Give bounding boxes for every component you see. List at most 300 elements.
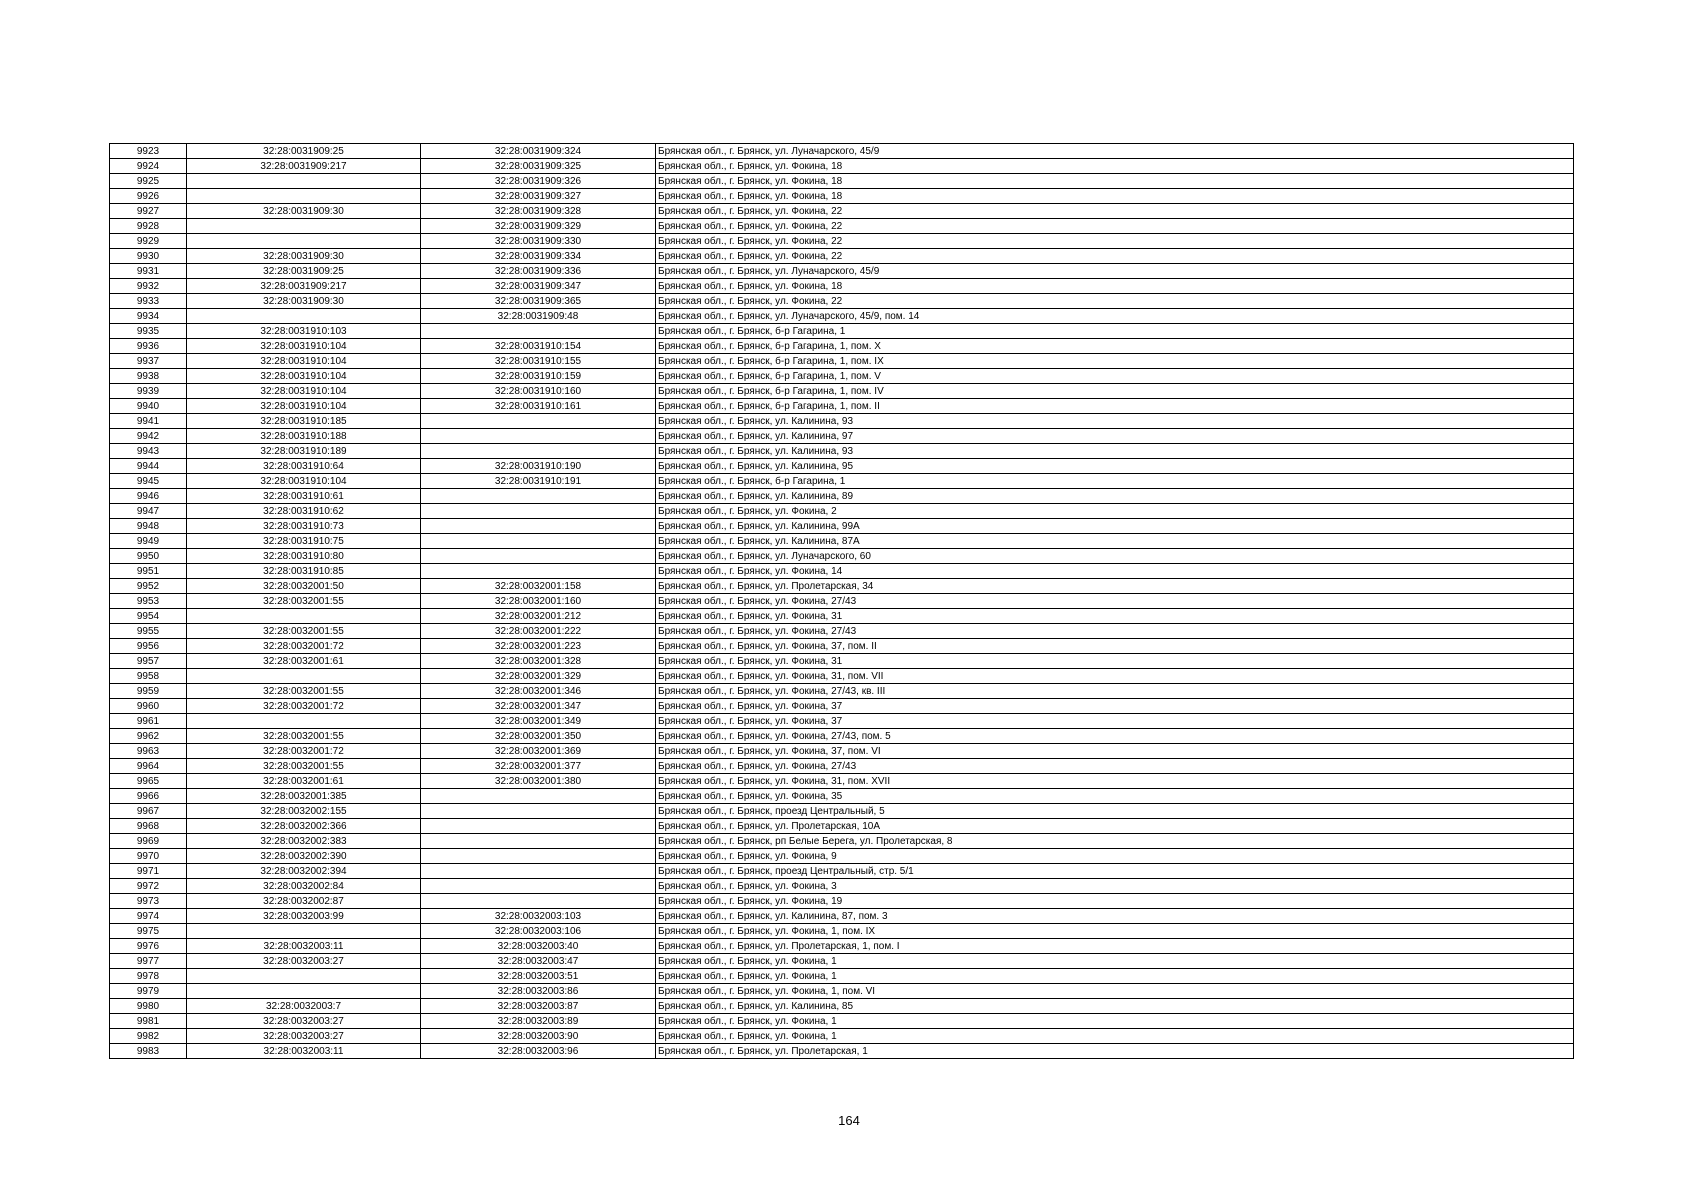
row-number-cell: 9970: [110, 849, 187, 864]
address-cell: Брянская обл., г. Брянск, ул. Пролетарская, 1, пом. I: [656, 939, 1574, 954]
address-cell: Брянская обл., г. Брянск, б-р Гагарина, 1: [656, 324, 1574, 339]
cadastral-number-cell: [421, 429, 656, 444]
address-cell: Брянская обл., г. Брянск, ул. Фокина, 19: [656, 894, 1574, 909]
row-number-cell: 9935: [110, 324, 187, 339]
cadastral-number-cell: 32:28:0031909:325: [421, 159, 656, 174]
row-number-cell: 9952: [110, 579, 187, 594]
row-number-cell: 9972: [110, 879, 187, 894]
address-cell: Брянская обл., г. Брянск, ул. Калинина, 97: [656, 429, 1574, 444]
address-cell: Брянская обл., г. Брянск, ул. Пролетарская, 1: [656, 1044, 1574, 1059]
row-number-cell: 9982: [110, 1029, 187, 1044]
cadastral-number-cell: 32:28:0032001:369: [421, 744, 656, 759]
address-cell: Брянская обл., г. Брянск, ул. Фокина, 27/43, пом. 5: [656, 729, 1574, 744]
address-cell: Брянская обл., г. Брянск, б-р Гагарина, 1, пом. IX: [656, 354, 1574, 369]
address-cell: Брянская обл., г. Брянск, ул. Фокина, 22: [656, 219, 1574, 234]
cadastral-number-cell: 32:28:0032001:223: [421, 639, 656, 654]
address-cell: Брянская обл., г. Брянск, ул. Фокина, 37: [656, 714, 1574, 729]
table-row: [110, 489, 1574, 504]
table-row: [110, 234, 1574, 249]
cadastral-number-cell: [421, 414, 656, 429]
parent-cadastral-number-cell: 32:28:0032001:61: [187, 654, 421, 669]
row-number-cell: 9950: [110, 549, 187, 564]
address-cell: Брянская обл., г. Брянск, ул. Фокина, 31, пом. XVII: [656, 774, 1574, 789]
parent-cadastral-number-cell: 32:28:0032002:84: [187, 879, 421, 894]
parent-cadastral-number-cell: 32:28:0032001:55: [187, 594, 421, 609]
cadastral-number-cell: 32:28:0032001:380: [421, 774, 656, 789]
parent-cadastral-number-cell: [187, 669, 421, 684]
table-row: [110, 729, 1574, 744]
row-number-cell: 9938: [110, 369, 187, 384]
row-number-cell: 9951: [110, 564, 187, 579]
table-row: [110, 504, 1574, 519]
row-number-cell: 9968: [110, 819, 187, 834]
address-cell: Брянская обл., г. Брянск, ул. Фокина, 31, пом. VII: [656, 669, 1574, 684]
cadastral-number-cell: 32:28:0032001:346: [421, 684, 656, 699]
parent-cadastral-number-cell: 32:28:0032001:50: [187, 579, 421, 594]
table-row: [110, 654, 1574, 669]
row-number-cell: 9947: [110, 504, 187, 519]
parent-cadastral-number-cell: 32:28:0031910:85: [187, 564, 421, 579]
address-cell: Брянская обл., г. Брянск, ул. Фокина, 35: [656, 789, 1574, 804]
parent-cadastral-number-cell: 32:28:0032001:55: [187, 684, 421, 699]
cadastral-number-cell: 32:28:0032001:347: [421, 699, 656, 714]
table-row: [110, 894, 1574, 909]
cadastral-number-cell: 32:28:0032001:350: [421, 729, 656, 744]
row-number-cell: 9928: [110, 219, 187, 234]
table-row: [110, 264, 1574, 279]
cadastral-number-cell: 32:28:0032003:47: [421, 954, 656, 969]
address-cell: Брянская обл., г. Брянск, ул. Фокина, 9: [656, 849, 1574, 864]
cadastral-number-cell: 32:28:0032003:51: [421, 969, 656, 984]
parent-cadastral-number-cell: 32:28:0032002:394: [187, 864, 421, 879]
row-number-cell: 9960: [110, 699, 187, 714]
row-number-cell: 9976: [110, 939, 187, 954]
parent-cadastral-number-cell: 32:28:0032003:11: [187, 1044, 421, 1059]
row-number-cell: 9930: [110, 249, 187, 264]
table-row: [110, 144, 1574, 159]
table-row: [110, 219, 1574, 234]
parent-cadastral-number-cell: 32:28:0032001:385: [187, 789, 421, 804]
parent-cadastral-number-cell: 32:28:0032003:27: [187, 1014, 421, 1029]
row-number-cell: 9949: [110, 534, 187, 549]
parent-cadastral-number-cell: 32:28:0032002:155: [187, 804, 421, 819]
row-number-cell: 9924: [110, 159, 187, 174]
address-cell: Брянская обл., г. Брянск, ул. Луначарского, 45/9, пом. 14: [656, 309, 1574, 324]
table-row: [110, 984, 1574, 999]
table-row: [110, 1029, 1574, 1044]
cadastral-number-cell: 32:28:0031909:326: [421, 174, 656, 189]
row-number-cell: 9956: [110, 639, 187, 654]
address-cell: Брянская обл., г. Брянск, ул. Фокина, 22: [656, 234, 1574, 249]
table-row: [110, 939, 1574, 954]
row-number-cell: 9977: [110, 954, 187, 969]
address-cell: Брянская обл., г. Брянск, рп Белые Берега, ул. Пролетарская, 8: [656, 834, 1574, 849]
table-row: [110, 759, 1574, 774]
table-row: [110, 519, 1574, 534]
parent-cadastral-number-cell: [187, 309, 421, 324]
parent-cadastral-number-cell: 32:28:0032003:99: [187, 909, 421, 924]
cadastral-number-cell: [421, 549, 656, 564]
table-row: [110, 534, 1574, 549]
cadastral-number-cell: 32:28:0032001:349: [421, 714, 656, 729]
cadastral-number-cell: 32:28:0031909:48: [421, 309, 656, 324]
row-number-cell: 9927: [110, 204, 187, 219]
table-row: [110, 174, 1574, 189]
table-row: [110, 609, 1574, 624]
table-row: [110, 384, 1574, 399]
parent-cadastral-number-cell: 32:28:0032001:55: [187, 759, 421, 774]
table-row: [110, 909, 1574, 924]
page-number: 164: [838, 1113, 860, 1128]
row-number-cell: 9954: [110, 609, 187, 624]
row-number-cell: 9965: [110, 774, 187, 789]
address-cell: Брянская обл., г. Брянск, ул. Фокина, 1: [656, 1029, 1574, 1044]
row-number-cell: 9981: [110, 1014, 187, 1029]
row-number-cell: 9926: [110, 189, 187, 204]
cadastral-number-cell: [421, 564, 656, 579]
table-row: [110, 354, 1574, 369]
table-row: [110, 849, 1574, 864]
address-cell: Брянская обл., г. Брянск, ул. Луначарского, 45/9: [656, 264, 1574, 279]
cadastral-number-cell: 32:28:0031910:154: [421, 339, 656, 354]
cadastral-number-cell: 32:28:0032001:212: [421, 609, 656, 624]
table-row: [110, 969, 1574, 984]
cadastral-number-cell: 32:28:0031910:160: [421, 384, 656, 399]
address-cell: Брянская обл., г. Брянск, ул. Фокина, 18: [656, 279, 1574, 294]
cadastral-number-cell: [421, 444, 656, 459]
cadastral-number-cell: 32:28:0031910:190: [421, 459, 656, 474]
address-cell: Брянская обл., г. Брянск, ул. Фокина, 27/43: [656, 759, 1574, 774]
row-number-cell: 9932: [110, 279, 187, 294]
parent-cadastral-number-cell: 32:28:0031910:62: [187, 504, 421, 519]
address-cell: Брянская обл., г. Брянск, ул. Фокина, 27/43, кв. III: [656, 684, 1574, 699]
cadastral-number-cell: 32:28:0031910:161: [421, 399, 656, 414]
address-cell: Брянская обл., г. Брянск, ул. Фокина, 18: [656, 174, 1574, 189]
row-number-cell: 9955: [110, 624, 187, 639]
row-number-cell: 9944: [110, 459, 187, 474]
parent-cadastral-number-cell: 32:28:0031910:104: [187, 339, 421, 354]
row-number-cell: 9978: [110, 969, 187, 984]
row-number-cell: 9983: [110, 1044, 187, 1059]
cadastral-number-cell: [421, 489, 656, 504]
row-number-cell: 9946: [110, 489, 187, 504]
table-row: [110, 834, 1574, 849]
row-number-cell: 9933: [110, 294, 187, 309]
address-cell: Брянская обл., г. Брянск, б-р Гагарина, 1: [656, 474, 1574, 489]
parent-cadastral-number-cell: [187, 924, 421, 939]
row-number-cell: 9971: [110, 864, 187, 879]
address-cell: Брянская обл., г. Брянск, ул. Фокина, 1, пом. IX: [656, 924, 1574, 939]
address-cell: Брянская обл., г. Брянск, ул. Калинина, 93: [656, 414, 1574, 429]
row-number-cell: 9925: [110, 174, 187, 189]
row-number-cell: 9967: [110, 804, 187, 819]
parent-cadastral-number-cell: 32:28:0031910:104: [187, 354, 421, 369]
address-cell: Брянская обл., г. Брянск, ул. Пролетарская, 34: [656, 579, 1574, 594]
row-number-cell: 9931: [110, 264, 187, 279]
cadastral-number-cell: 32:28:0031909:336: [421, 264, 656, 279]
table-row: [110, 774, 1574, 789]
parent-cadastral-number-cell: 32:28:0032001:72: [187, 699, 421, 714]
cadastral-number-cell: 32:28:0032003:87: [421, 999, 656, 1014]
row-number-cell: 9974: [110, 909, 187, 924]
table-row: [110, 1044, 1574, 1059]
table-row: [110, 804, 1574, 819]
row-number-cell: 9939: [110, 384, 187, 399]
cadastral-number-cell: 32:28:0032003:89: [421, 1014, 656, 1029]
cadastral-number-cell: [421, 534, 656, 549]
cadastral-number-cell: 32:28:0031909:329: [421, 219, 656, 234]
cadastral-number-cell: [421, 519, 656, 534]
address-cell: Брянская обл., г. Брянск, ул. Калинина, 87, пом. 3: [656, 909, 1574, 924]
table-row: [110, 594, 1574, 609]
address-cell: Брянская обл., г. Брянск, ул. Фокина, 31: [656, 609, 1574, 624]
row-number-cell: 9973: [110, 894, 187, 909]
row-number-cell: 9940: [110, 399, 187, 414]
parent-cadastral-number-cell: [187, 174, 421, 189]
table-row: [110, 714, 1574, 729]
parent-cadastral-number-cell: 32:28:0031910:104: [187, 474, 421, 489]
parent-cadastral-number-cell: 32:28:0031909:30: [187, 294, 421, 309]
table-row: [110, 249, 1574, 264]
table-row: [110, 864, 1574, 879]
parent-cadastral-number-cell: 32:28:0031910:188: [187, 429, 421, 444]
parent-cadastral-number-cell: 32:28:0032002:383: [187, 834, 421, 849]
parent-cadastral-number-cell: [187, 609, 421, 624]
table-row: [110, 279, 1574, 294]
cadastral-number-cell: 32:28:0032003:90: [421, 1029, 656, 1044]
table-row: [110, 1014, 1574, 1029]
address-cell: Брянская обл., г. Брянск, ул. Калинина, 89: [656, 489, 1574, 504]
address-cell: Брянская обл., г. Брянск, ул. Фокина, 3: [656, 879, 1574, 894]
parent-cadastral-number-cell: [187, 219, 421, 234]
address-cell: Брянская обл., г. Брянск, ул. Фокина, 18: [656, 159, 1574, 174]
cadastral-number-cell: [421, 834, 656, 849]
table-row: [110, 579, 1574, 594]
table-row: [110, 309, 1574, 324]
cadastral-number-cell: 32:28:0031910:159: [421, 369, 656, 384]
parent-cadastral-number-cell: 32:28:0031910:185: [187, 414, 421, 429]
table-row: [110, 459, 1574, 474]
row-number-cell: 9962: [110, 729, 187, 744]
cadastral-number-cell: 32:28:0031909:328: [421, 204, 656, 219]
parent-cadastral-number-cell: 32:28:0031909:217: [187, 279, 421, 294]
parent-cadastral-number-cell: 32:28:0031910:104: [187, 384, 421, 399]
parent-cadastral-number-cell: 32:28:0032001:72: [187, 744, 421, 759]
row-number-cell: 9959: [110, 684, 187, 699]
cadastral-number-cell: 32:28:0032001:158: [421, 579, 656, 594]
cadastral-number-cell: [421, 864, 656, 879]
address-cell: Брянская обл., г. Брянск, проезд Центральный, 5: [656, 804, 1574, 819]
row-number-cell: 9979: [110, 984, 187, 999]
cadastral-number-cell: 32:28:0031909:365: [421, 294, 656, 309]
table-row: [110, 549, 1574, 564]
parent-cadastral-number-cell: 32:28:0031910:104: [187, 399, 421, 414]
row-number-cell: 9966: [110, 789, 187, 804]
table-row: [110, 789, 1574, 804]
row-number-cell: 9953: [110, 594, 187, 609]
parent-cadastral-number-cell: 32:28:0031910:189: [187, 444, 421, 459]
row-number-cell: 9934: [110, 309, 187, 324]
cadastral-number-cell: 32:28:0032001:377: [421, 759, 656, 774]
cadastral-number-cell: 32:28:0032001:222: [421, 624, 656, 639]
table-row: [110, 699, 1574, 714]
table-row: [110, 744, 1574, 759]
row-number-cell: 9942: [110, 429, 187, 444]
address-cell: Брянская обл., г. Брянск, ул. Луначарского, 60: [656, 549, 1574, 564]
table-row: [110, 369, 1574, 384]
parent-cadastral-number-cell: 32:28:0032001:72: [187, 639, 421, 654]
address-cell: Брянская обл., г. Брянск, ул. Калинина, 85: [656, 999, 1574, 1014]
parent-cadastral-number-cell: 32:28:0032003:27: [187, 1029, 421, 1044]
address-cell: Брянская обл., г. Брянск, ул. Фокина, 31: [656, 654, 1574, 669]
table-row: [110, 684, 1574, 699]
cadastral-number-cell: [421, 324, 656, 339]
parent-cadastral-number-cell: 32:28:0031910:80: [187, 549, 421, 564]
table-row: [110, 879, 1574, 894]
cadastral-number-cell: 32:28:0032001:160: [421, 594, 656, 609]
parent-cadastral-number-cell: 32:28:0032003:11: [187, 939, 421, 954]
registry-table: [109, 143, 1574, 1059]
parent-cadastral-number-cell: 32:28:0031909:217: [187, 159, 421, 174]
table-row: [110, 414, 1574, 429]
parent-cadastral-number-cell: 32:28:0031909:25: [187, 264, 421, 279]
address-cell: Брянская обл., г. Брянск, ул. Фокина, 2: [656, 504, 1574, 519]
parent-cadastral-number-cell: 32:28:0032001:61: [187, 774, 421, 789]
row-number-cell: 9941: [110, 414, 187, 429]
table-row: [110, 294, 1574, 309]
table-row: [110, 819, 1574, 834]
row-number-cell: 9943: [110, 444, 187, 459]
address-cell: Брянская обл., г. Брянск, ул. Фокина, 1, пом. VI: [656, 984, 1574, 999]
cadastral-number-cell: 32:28:0031909:334: [421, 249, 656, 264]
cadastral-number-cell: 32:28:0032003:106: [421, 924, 656, 939]
address-cell: Брянская обл., г. Брянск, б-р Гагарина, 1, пом. II: [656, 399, 1574, 414]
table-row: [110, 954, 1574, 969]
table-row: [110, 474, 1574, 489]
parent-cadastral-number-cell: 32:28:0032002:87: [187, 894, 421, 909]
parent-cadastral-number-cell: 32:28:0031910:73: [187, 519, 421, 534]
parent-cadastral-number-cell: [187, 984, 421, 999]
cadastral-number-cell: 32:28:0031910:191: [421, 474, 656, 489]
address-cell: Брянская обл., г. Брянск, ул. Фокина, 37, пом. VI: [656, 744, 1574, 759]
address-cell: Брянская обл., г. Брянск, ул. Фокина, 22: [656, 249, 1574, 264]
table-row: [110, 429, 1574, 444]
row-number-cell: 9975: [110, 924, 187, 939]
cadastral-number-cell: 32:28:0032001:328: [421, 654, 656, 669]
parent-cadastral-number-cell: 32:28:0031910:75: [187, 534, 421, 549]
cadastral-number-cell: [421, 789, 656, 804]
table-row: [110, 624, 1574, 639]
row-number-cell: 9948: [110, 519, 187, 534]
address-cell: Брянская обл., г. Брянск, б-р Гагарина, 1, пом. IV: [656, 384, 1574, 399]
cadastral-number-cell: [421, 879, 656, 894]
parent-cadastral-number-cell: 32:28:0031909:30: [187, 204, 421, 219]
table-row: [110, 324, 1574, 339]
parent-cadastral-number-cell: [187, 234, 421, 249]
address-cell: Брянская обл., г. Брянск, ул. Фокина, 27/43: [656, 624, 1574, 639]
table-row: [110, 189, 1574, 204]
row-number-cell: 9963: [110, 744, 187, 759]
row-number-cell: 9945: [110, 474, 187, 489]
parent-cadastral-number-cell: 32:28:0032003:7: [187, 999, 421, 1014]
address-cell: Брянская обл., г. Брянск, ул. Фокина, 1: [656, 1014, 1574, 1029]
cadastral-number-cell: 32:28:0032001:329: [421, 669, 656, 684]
parent-cadastral-number-cell: 32:28:0032002:366: [187, 819, 421, 834]
table-row: [110, 399, 1574, 414]
table-row: [110, 669, 1574, 684]
table-row: [110, 564, 1574, 579]
parent-cadastral-number-cell: 32:28:0031910:104: [187, 369, 421, 384]
table-row: [110, 999, 1574, 1014]
address-cell: Брянская обл., г. Брянск, ул. Калинина, 95: [656, 459, 1574, 474]
parent-cadastral-number-cell: 32:28:0032003:27: [187, 954, 421, 969]
parent-cadastral-number-cell: 32:28:0031909:25: [187, 144, 421, 159]
address-cell: Брянская обл., г. Брянск, ул. Фокина, 27/43: [656, 594, 1574, 609]
parent-cadastral-number-cell: 32:28:0031910:103: [187, 324, 421, 339]
row-number-cell: 9936: [110, 339, 187, 354]
parent-cadastral-number-cell: [187, 969, 421, 984]
row-number-cell: 9957: [110, 654, 187, 669]
table-row: [110, 204, 1574, 219]
cadastral-number-cell: [421, 849, 656, 864]
cadastral-number-cell: 32:28:0031909:327: [421, 189, 656, 204]
parent-cadastral-number-cell: 32:28:0031910:61: [187, 489, 421, 504]
address-cell: Брянская обл., г. Брянск, ул. Фокина, 37: [656, 699, 1574, 714]
row-number-cell: 9937: [110, 354, 187, 369]
table-row: [110, 444, 1574, 459]
address-cell: Брянская обл., г. Брянск, ул. Луначарского, 45/9: [656, 144, 1574, 159]
address-cell: Брянская обл., г. Брянск, ул. Калинина, 93: [656, 444, 1574, 459]
cadastral-number-cell: 32:28:0032003:103: [421, 909, 656, 924]
address-cell: Брянская обл., г. Брянск, ул. Фокина, 22: [656, 294, 1574, 309]
address-cell: Брянская обл., г. Брянск, ул. Пролетарская, 10А: [656, 819, 1574, 834]
cadastral-number-cell: 32:28:0031910:155: [421, 354, 656, 369]
address-cell: Брянская обл., г. Брянск, ул. Фокина, 1: [656, 954, 1574, 969]
parent-cadastral-number-cell: 32:28:0032001:55: [187, 624, 421, 639]
parent-cadastral-number-cell: 32:28:0032002:390: [187, 849, 421, 864]
address-cell: Брянская обл., г. Брянск, б-р Гагарина, 1, пом. V: [656, 369, 1574, 384]
row-number-cell: 9964: [110, 759, 187, 774]
cadastral-number-cell: 32:28:0032003:96: [421, 1044, 656, 1059]
parent-cadastral-number-cell: [187, 714, 421, 729]
address-cell: Брянская обл., г. Брянск, ул. Калинина, 99А: [656, 519, 1574, 534]
cadastral-number-cell: 32:28:0032003:40: [421, 939, 656, 954]
cadastral-number-cell: [421, 804, 656, 819]
row-number-cell: 9969: [110, 834, 187, 849]
table-row: [110, 639, 1574, 654]
parent-cadastral-number-cell: 32:28:0031909:30: [187, 249, 421, 264]
cadastral-number-cell: [421, 504, 656, 519]
address-cell: Брянская обл., г. Брянск, проезд Центральный, стр. 5/1: [656, 864, 1574, 879]
row-number-cell: 9961: [110, 714, 187, 729]
address-cell: Брянская обл., г. Брянск, ул. Фокина, 22: [656, 204, 1574, 219]
cadastral-number-cell: 32:28:0031909:347: [421, 279, 656, 294]
address-cell: Брянская обл., г. Брянск, ул. Фокина, 1: [656, 969, 1574, 984]
row-number-cell: 9958: [110, 669, 187, 684]
registry-table-body: [110, 144, 1574, 1059]
row-number-cell: 9929: [110, 234, 187, 249]
address-cell: Брянская обл., г. Брянск, ул. Фокина, 18: [656, 189, 1574, 204]
table-row: [110, 159, 1574, 174]
cadastral-number-cell: 32:28:0031909:324: [421, 144, 656, 159]
row-number-cell: 9923: [110, 144, 187, 159]
cadastral-number-cell: [421, 819, 656, 834]
cadastral-number-cell: 32:28:0031909:330: [421, 234, 656, 249]
address-cell: Брянская обл., г. Брянск, ул. Калинина, 87А: [656, 534, 1574, 549]
parent-cadastral-number-cell: 32:28:0031910:64: [187, 459, 421, 474]
address-cell: Брянская обл., г. Брянск, б-р Гагарина, 1, пом. X: [656, 339, 1574, 354]
cadastral-number-cell: [421, 894, 656, 909]
